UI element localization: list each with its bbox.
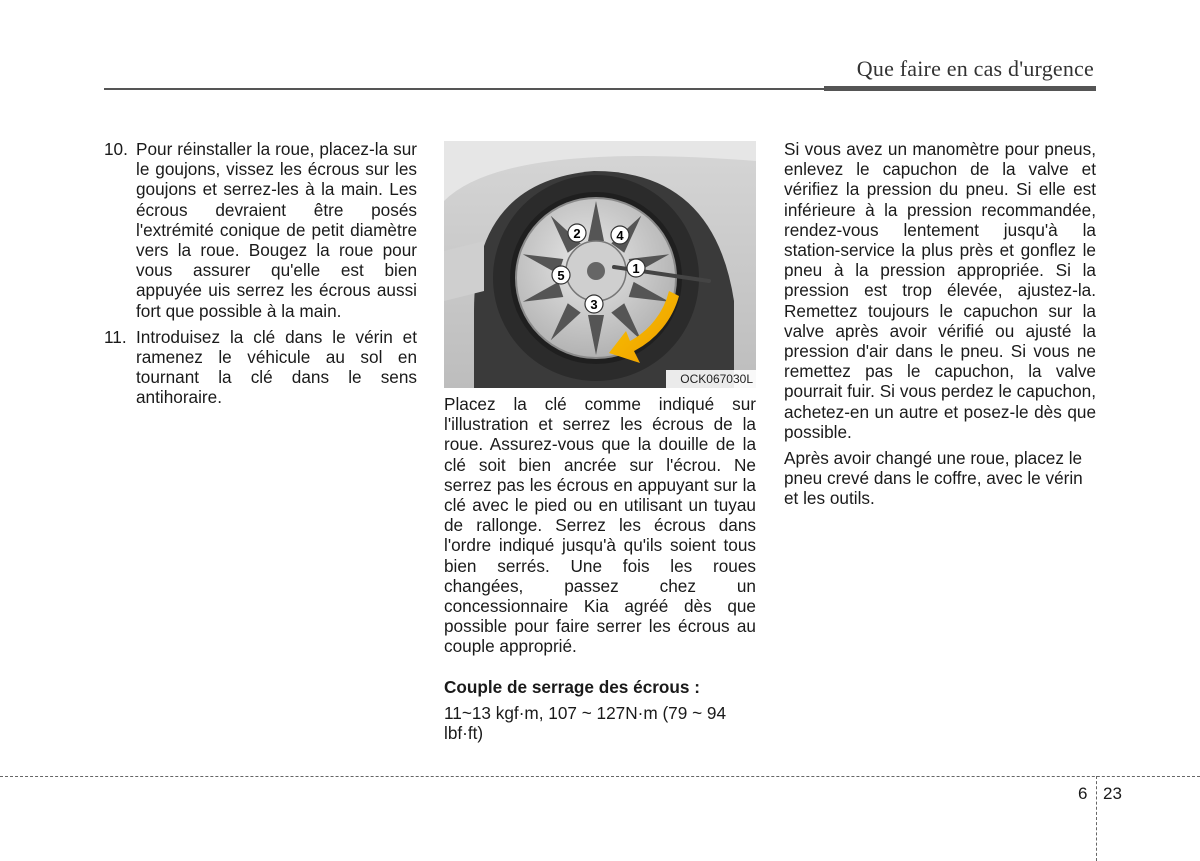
list-item [104, 327, 417, 408]
wrench-instructions: Placez la clé comme indiqué sur l'illustration et serrez les écrous de la roue. Assurez-vous que la douille de la clé soit bien ancrée sur l'écrou. Ne serrez pas les écrous en appuyant sur la clé avec le pied ou en utilisant un tuyau de rallonge. Serrez les écrous dans l'ordre indiqué jusqu'à qu'ils soient tous bien serrés. Une fois les roues changées, passez chez un concessionnaire Kia agréé dès que possible pour faire serrer les écrous au couple approprié. [444, 394, 756, 657]
figure-code: OCK067030L [680, 372, 753, 386]
lug-nut-4-label: 4 [616, 228, 624, 243]
torque-heading: Couple de serrage des écrous : [444, 676, 700, 697]
list-item-number: 11. [104, 326, 127, 347]
chapter-number: 6 [1078, 784, 1088, 803]
header-rule-accent [824, 86, 1096, 91]
list-item [104, 139, 417, 321]
lug-nut-1-label: 1 [632, 261, 640, 276]
list-item-number: 10. [104, 139, 128, 159]
column-left [104, 139, 417, 414]
column-right [784, 139, 1096, 515]
lug-nut-3-label: 3 [590, 297, 598, 312]
lug-nut-5-label: 5 [557, 268, 565, 283]
page-number: 23 [1103, 784, 1122, 803]
footer-divider [1096, 776, 1097, 861]
pressure-check-paragraph: Si vous avez un manomètre pour pneus, enlevez le capuchon de la valve et vérifiez la pression du pneu. Si elle est inférieure à la pression recommandée, rendez-vous lentement jusqu'à la station-service la plus près et gonflez le pneu à la pression appropriée. Si la pression est trop élevée, ajustez-la. Remettez toujours le capuchon sur la valve après avoir vérifié ou ajusté la pression d'air dans le pneu. Si vous ne remettez pas le capuchon, la valve pourrait fuir. Si vous perdez le capuchon, achetez-en un autre et posez-le dès que possible. [784, 139, 1096, 442]
column-middle [444, 394, 756, 749]
storage-paragraph: Après avoir changé une roue, placez le pneu crevé dans le coffre, avec le vérin et les outils. [784, 448, 1083, 509]
torque-value: 11~13 kgf·m, 107 ~ 127N·m (79 ~ 94 lbf·ft) [444, 702, 727, 744]
list-item-text: Introduisez la clé dans le vérin et ramenez le véhicule au sol en tournant la clé dans le sens antihoraire. [136, 326, 417, 408]
car-trim [444, 241, 484, 301]
lug-nut-2-label: 2 [573, 226, 581, 241]
wheel-illustration [444, 141, 756, 388]
hub-center [587, 262, 605, 280]
list-item-text: Pour réinstaller la roue, placez-la sur le goujons, vissez les écrous sur les goujons et serrez-les à la main. Les écrous devraient être posés l'extrémité conique de petit diamètre vers la roue. Bougez la roue pour vous assurer qu'elle est bien appuyée uis serrez les écrous aussi fort que possible à la main. [136, 139, 417, 321]
footer-rule [0, 776, 1200, 777]
header-title: Que faire en cas d'urgence [856, 56, 1094, 81]
